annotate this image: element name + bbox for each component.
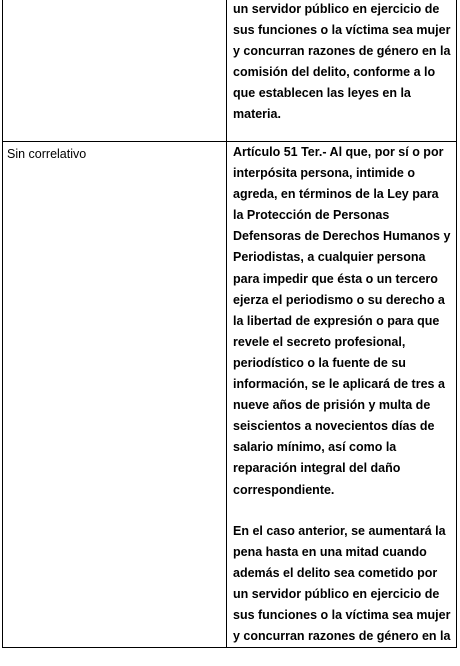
text-line: la Protección de Personas bbox=[233, 208, 390, 223]
left-cell bbox=[3, 142, 227, 648]
text-line: periodístico o la fuente de su bbox=[233, 355, 406, 370]
text-line: comisión del delito, conforme a lo bbox=[233, 65, 436, 80]
text-line: salario mínimo, así como la bbox=[233, 440, 397, 455]
table-row bbox=[3, 0, 457, 142]
right-cell-text bbox=[227, 142, 456, 647]
text-line: agreda, en términos de la Ley para bbox=[233, 187, 439, 202]
sin-correlativo-label: Sin correlativo bbox=[7, 147, 87, 161]
text-line: seiscientos a novecientos días de bbox=[233, 419, 435, 434]
table-row bbox=[3, 142, 457, 648]
text-line: la libertad de expresión o para que bbox=[233, 313, 440, 328]
text-line: sus funciones o la víctima sea mujer bbox=[233, 607, 451, 622]
text-line: interpósita persona, intimide o bbox=[233, 166, 415, 181]
text-line: y concurran razones de género en la bbox=[233, 44, 451, 59]
left-cell-text bbox=[3, 0, 226, 3]
right-cell-article bbox=[227, 142, 457, 648]
text-line: que establecen las leyes en la bbox=[233, 86, 411, 101]
text-line: En el caso anterior, se aumentará la bbox=[233, 523, 446, 538]
text-line: pena hasta en una mitad cuando bbox=[233, 544, 427, 559]
left-cell-empty bbox=[3, 0, 227, 142]
text-line: y concurran razones de género en la bbox=[233, 629, 451, 644]
text-line: correspondiente. bbox=[233, 482, 335, 497]
right-cell-continuation bbox=[227, 0, 457, 142]
text-line: Artículo 51 Ter.- Al que, por sí o por bbox=[233, 145, 444, 159]
text-line: además el delito sea cometido por bbox=[233, 565, 438, 580]
text-line: Periodistas, a cualquier persona bbox=[233, 250, 426, 265]
text-line: reparación integral del daño bbox=[233, 461, 401, 476]
text-line: un servidor público en ejercicio de bbox=[233, 2, 440, 16]
text-line: materia. bbox=[233, 107, 281, 122]
text-line: para impedir que ésta o un tercero bbox=[233, 271, 438, 286]
text-line: información, se le aplicará de tres a bbox=[233, 377, 445, 392]
text-line: ejerza el periodismo o su derecho a bbox=[233, 292, 445, 307]
article-paragraph bbox=[233, 142, 452, 501]
text-line: sus funciones o la víctima sea mujer bbox=[233, 23, 451, 38]
aggravation-paragraph bbox=[233, 521, 452, 648]
text-line: nueve años de prisión y multa de bbox=[233, 398, 431, 413]
text-line: un servidor público en ejercicio de bbox=[233, 586, 440, 601]
text-line: revele el secreto profesional, bbox=[233, 334, 406, 349]
continuation-paragraph bbox=[233, 0, 452, 126]
right-cell-text bbox=[227, 0, 456, 126]
text-line: Defensoras de Derechos Humanos y bbox=[233, 229, 451, 244]
comparison-table bbox=[2, 0, 457, 648]
